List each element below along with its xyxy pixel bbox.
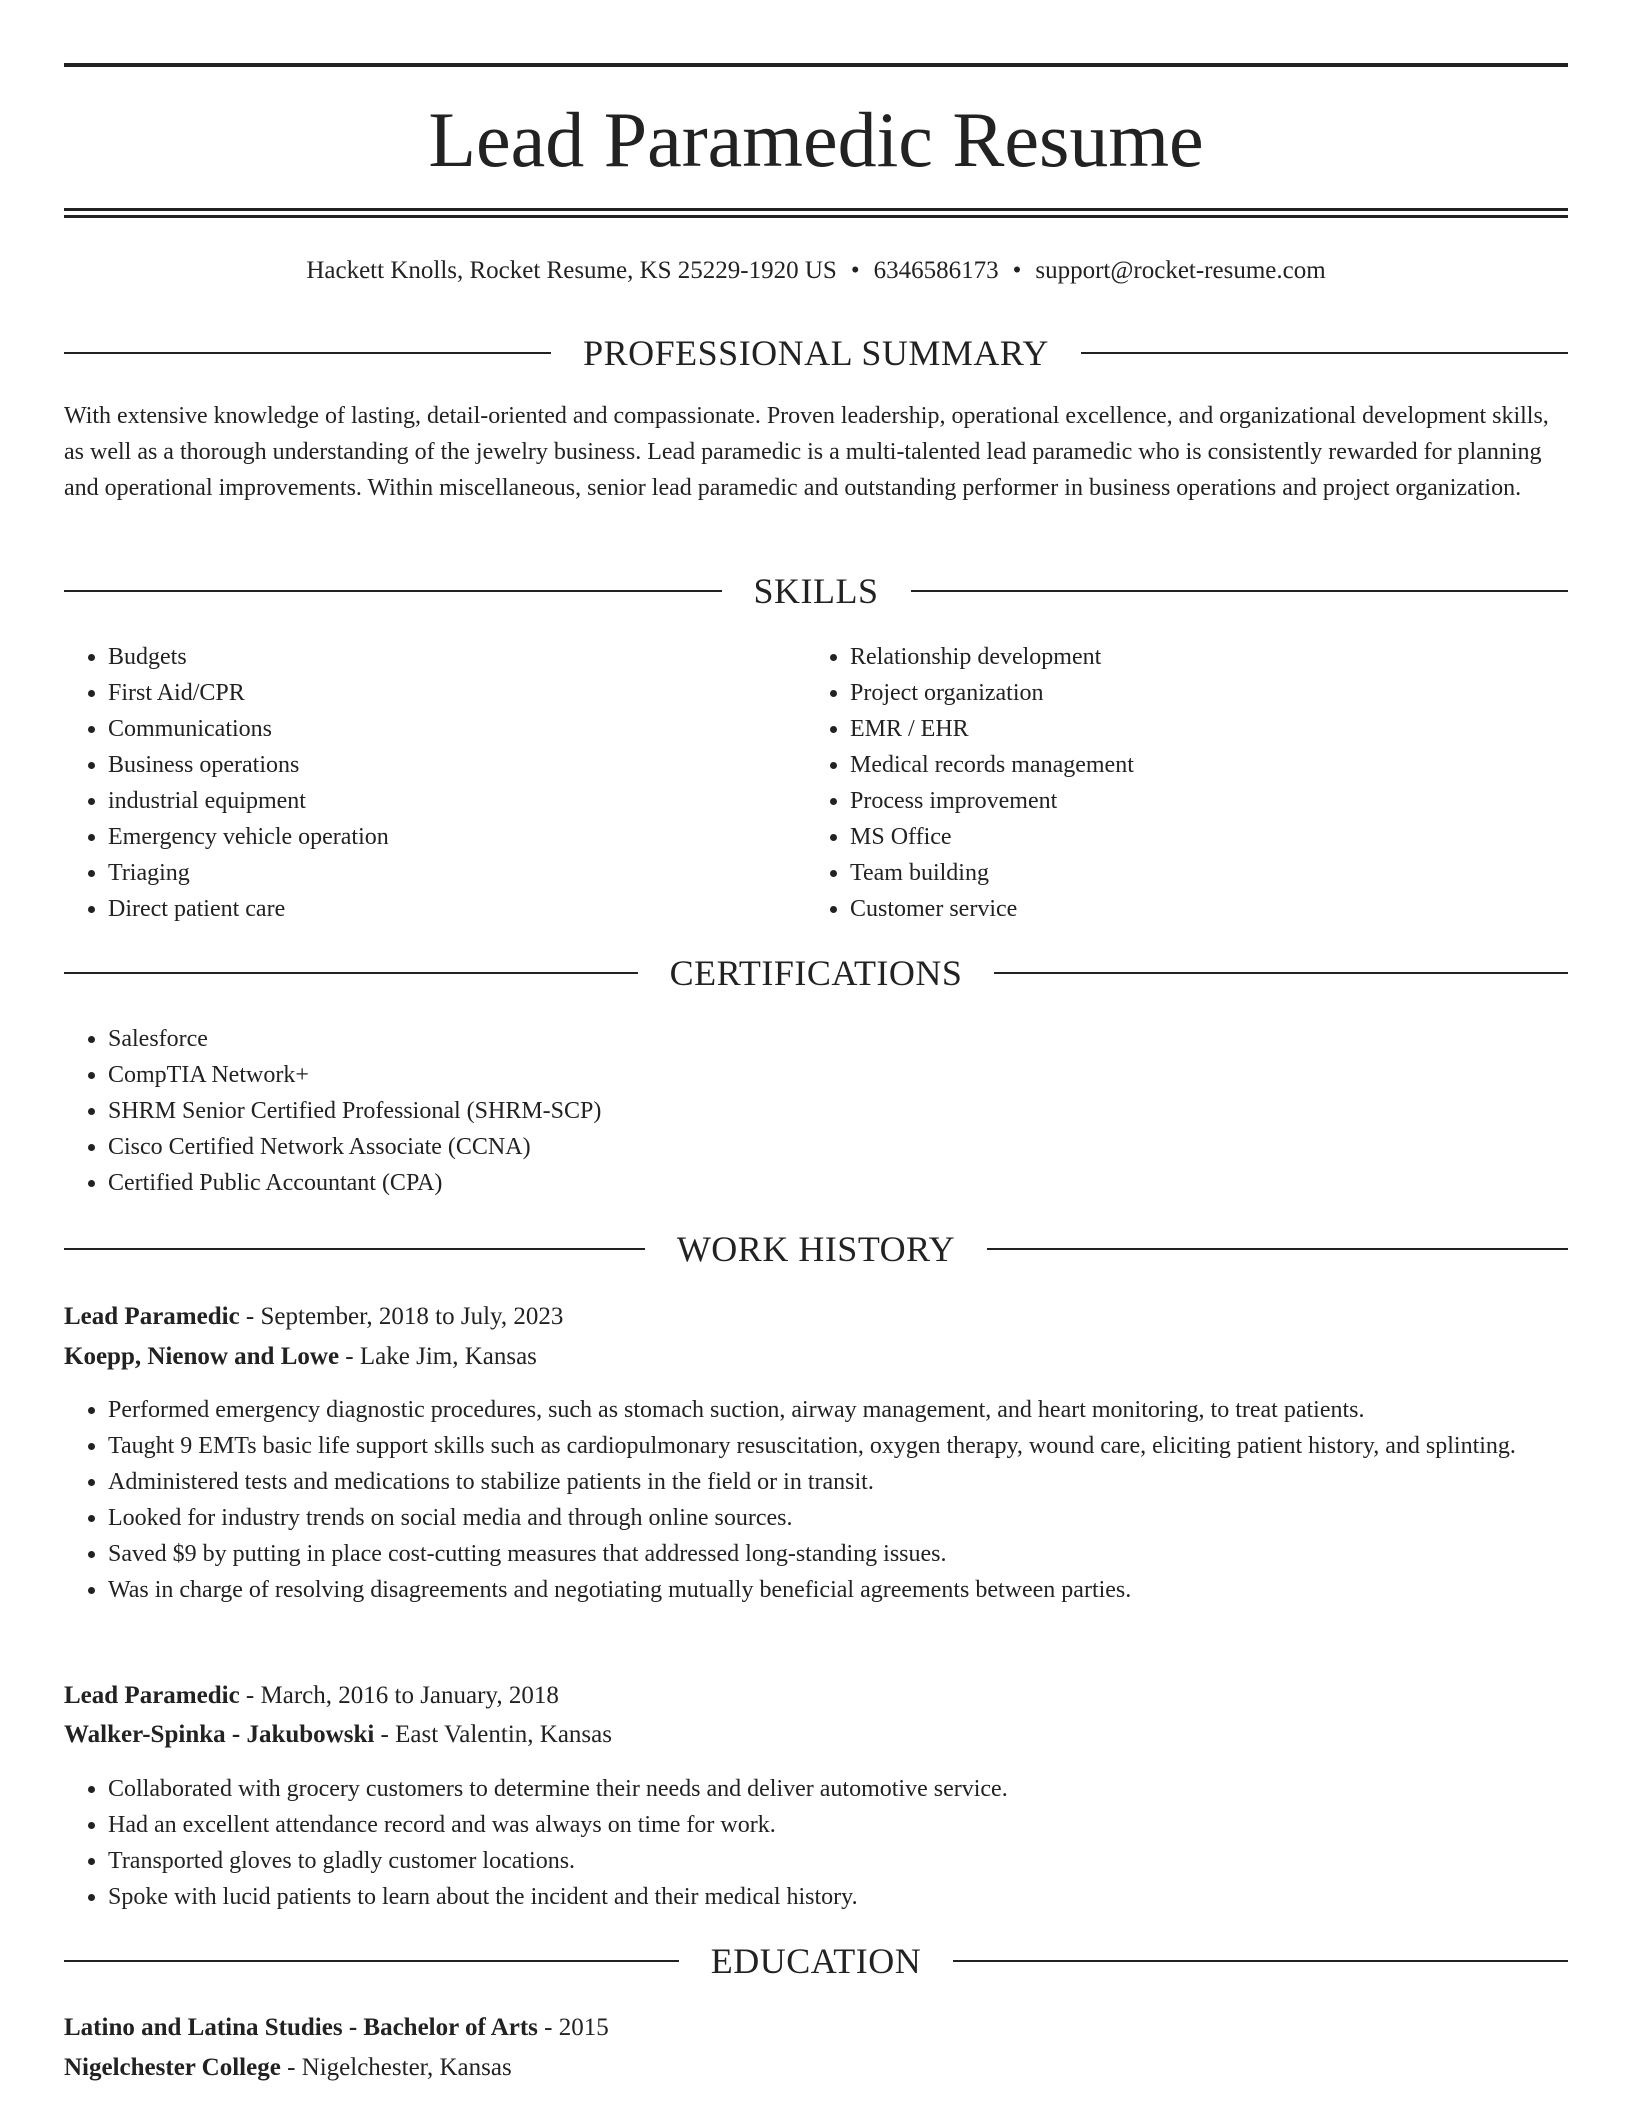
- contact-address: Hackett Knolls, Rocket Resume, KS 25229-1920 US: [306, 257, 837, 284]
- certifications-heading: CERTIFICATIONS: [669, 953, 963, 993]
- education-degree-line: [64, 2009, 1568, 2047]
- job-2-title-line: [64, 1677, 1568, 1715]
- skill-item: • Relationship development: [850, 639, 1550, 675]
- education-school-line: [64, 2049, 1568, 2087]
- section-rule-right: [994, 972, 1568, 974]
- resume-title: Lead Paramedic Resume: [428, 96, 1204, 183]
- job-location: - Lake Jim, Kansas: [339, 1343, 537, 1370]
- certification-item: • Salesforce: [108, 1021, 1568, 1057]
- section-rule-left: [64, 352, 551, 354]
- job-company: Walker-Spinka - Jakubowski: [64, 1721, 375, 1748]
- title-double-rule: [64, 208, 1568, 218]
- education-school: Nigelchester College: [64, 2054, 281, 2081]
- job-duty: • Transported gloves to gladly customer locations.: [108, 1843, 1568, 1879]
- certifications-list: [64, 1021, 1568, 1201]
- skill-item: • MS Office: [850, 819, 1550, 855]
- job-duty: • Taught 9 EMTs basic life support skills such as cardiopulmonary resuscitation, oxygen therapy, wound care, eliciting patient history, and splinting.: [108, 1428, 1568, 1464]
- skill-item: • Direct patient care: [108, 891, 808, 927]
- summary-heading: PROFESSIONAL SUMMARY: [583, 333, 1049, 373]
- education-location: - Nigelchester, Kansas: [280, 2054, 512, 2081]
- section-rule-left: [64, 972, 638, 974]
- skill-item: • Budgets: [108, 639, 808, 675]
- contact-separator: •: [1012, 257, 1022, 284]
- skills-list-right: [806, 639, 1550, 927]
- skill-item: • Communications: [108, 711, 808, 747]
- job-location: - East Valentin, Kansas: [374, 1721, 612, 1748]
- work-section-header: [64, 1229, 1568, 1269]
- section-rule-left: [64, 1960, 679, 1962]
- job-title: Lead Paramedic: [64, 1682, 240, 1709]
- skills-section-header: [64, 571, 1568, 611]
- education-section-header: [64, 1941, 1568, 1981]
- skill-item: • Business operations: [108, 747, 808, 783]
- section-rule-right: [953, 1960, 1568, 1962]
- certification-item: • SHRM Senior Certified Professional (SHRM-SCP): [108, 1093, 1568, 1129]
- certification-item: • Certified Public Accountant (CPA): [108, 1165, 1568, 1201]
- skill-item: • Project organization: [850, 675, 1550, 711]
- skill-item: • Team building: [850, 855, 1550, 891]
- skill-item: • Triaging: [108, 855, 808, 891]
- top-rule: [64, 63, 1568, 67]
- skill-item: • Customer service: [850, 891, 1550, 927]
- section-rule-right: [1081, 352, 1568, 354]
- contact-separator: •: [850, 257, 860, 284]
- job-duty: • Looked for industry trends on social media and through online sources.: [108, 1500, 1568, 1536]
- work-heading: WORK HISTORY: [676, 1229, 956, 1269]
- job-duty: • Spoke with lucid patients to learn about the incident and their medical history.: [108, 1879, 1568, 1915]
- certification-item: • CompTIA Network+: [108, 1057, 1568, 1093]
- job-1-duties: [64, 1392, 1568, 1608]
- job-company: Koepp, Nienow and Lowe: [64, 1343, 340, 1370]
- job-duty: • Collaborated with grocery customers to determine their needs and deliver automotive service.: [108, 1771, 1568, 1807]
- job-2-duties: [64, 1771, 1568, 1915]
- skills-heading: SKILLS: [753, 571, 879, 611]
- skill-item: • industrial equipment: [108, 783, 808, 819]
- summary-text: With extensive knowledge of lasting, detail-oriented and compassionate. Proven leadership, operational excellence, and organizational development skills, as well as a thorough understanding of the jewelry business. Lead paramedic is a multi-talented lead paramedic who is consistently rewarded for planning and operational improvements. Within miscellaneous, senior lead paramedic and outstanding performer in business operations and project organization.: [64, 403, 1549, 501]
- certifications-section-header: [64, 953, 1568, 993]
- contact-email[interactable]: support@rocket-resume.com: [1035, 257, 1326, 284]
- skill-item: • Process improvement: [850, 783, 1550, 819]
- education-degree: Latino and Latina Studies - Bachelor of Arts: [64, 2014, 538, 2041]
- job-dates: - September, 2018 to July, 2023: [239, 1303, 564, 1330]
- contact-phone[interactable]: 6346586173: [873, 257, 999, 284]
- summary-section-header: [64, 333, 1568, 373]
- education-heading: EDUCATION: [710, 1941, 922, 1981]
- skill-item: • Medical records management: [850, 747, 1550, 783]
- job-duty: • Saved $9 by putting in place cost-cutting measures that addressed long-standing issues.: [108, 1536, 1568, 1572]
- skills-list-left: [64, 639, 808, 927]
- job-duty: • Was in charge of resolving disagreements and negotiating mutually beneficial agreements between parties.: [108, 1572, 1568, 1608]
- section-rule-right: [987, 1248, 1568, 1250]
- contact-line: [64, 252, 1568, 290]
- skill-item: • Emergency vehicle operation: [108, 819, 808, 855]
- section-rule-left: [64, 590, 722, 592]
- job-duty: • Had an excellent attendance record and was always on time for work.: [108, 1807, 1568, 1843]
- job-duty: • Administered tests and medications to stabilize patients in the field or in transit.: [108, 1464, 1568, 1500]
- section-rule-right: [911, 590, 1569, 592]
- job-1-title-line: [64, 1298, 1568, 1336]
- job-dates: - March, 2016 to January, 2018: [239, 1682, 559, 1709]
- job-1-company-line: [64, 1338, 1568, 1376]
- job-duty: • Performed emergency diagnostic procedures, such as stomach suction, airway management, and heart monitoring, to treat patients.: [108, 1392, 1568, 1428]
- job-title: Lead Paramedic: [64, 1303, 240, 1330]
- skill-item: • First Aid/CPR: [108, 675, 808, 711]
- education-year: - 2015: [537, 2014, 609, 2041]
- certification-item: • Cisco Certified Network Associate (CCNA): [108, 1129, 1568, 1165]
- job-2-company-line: [64, 1716, 1568, 1754]
- section-rule-left: [64, 1248, 645, 1250]
- skill-item: • EMR / EHR: [850, 711, 1550, 747]
